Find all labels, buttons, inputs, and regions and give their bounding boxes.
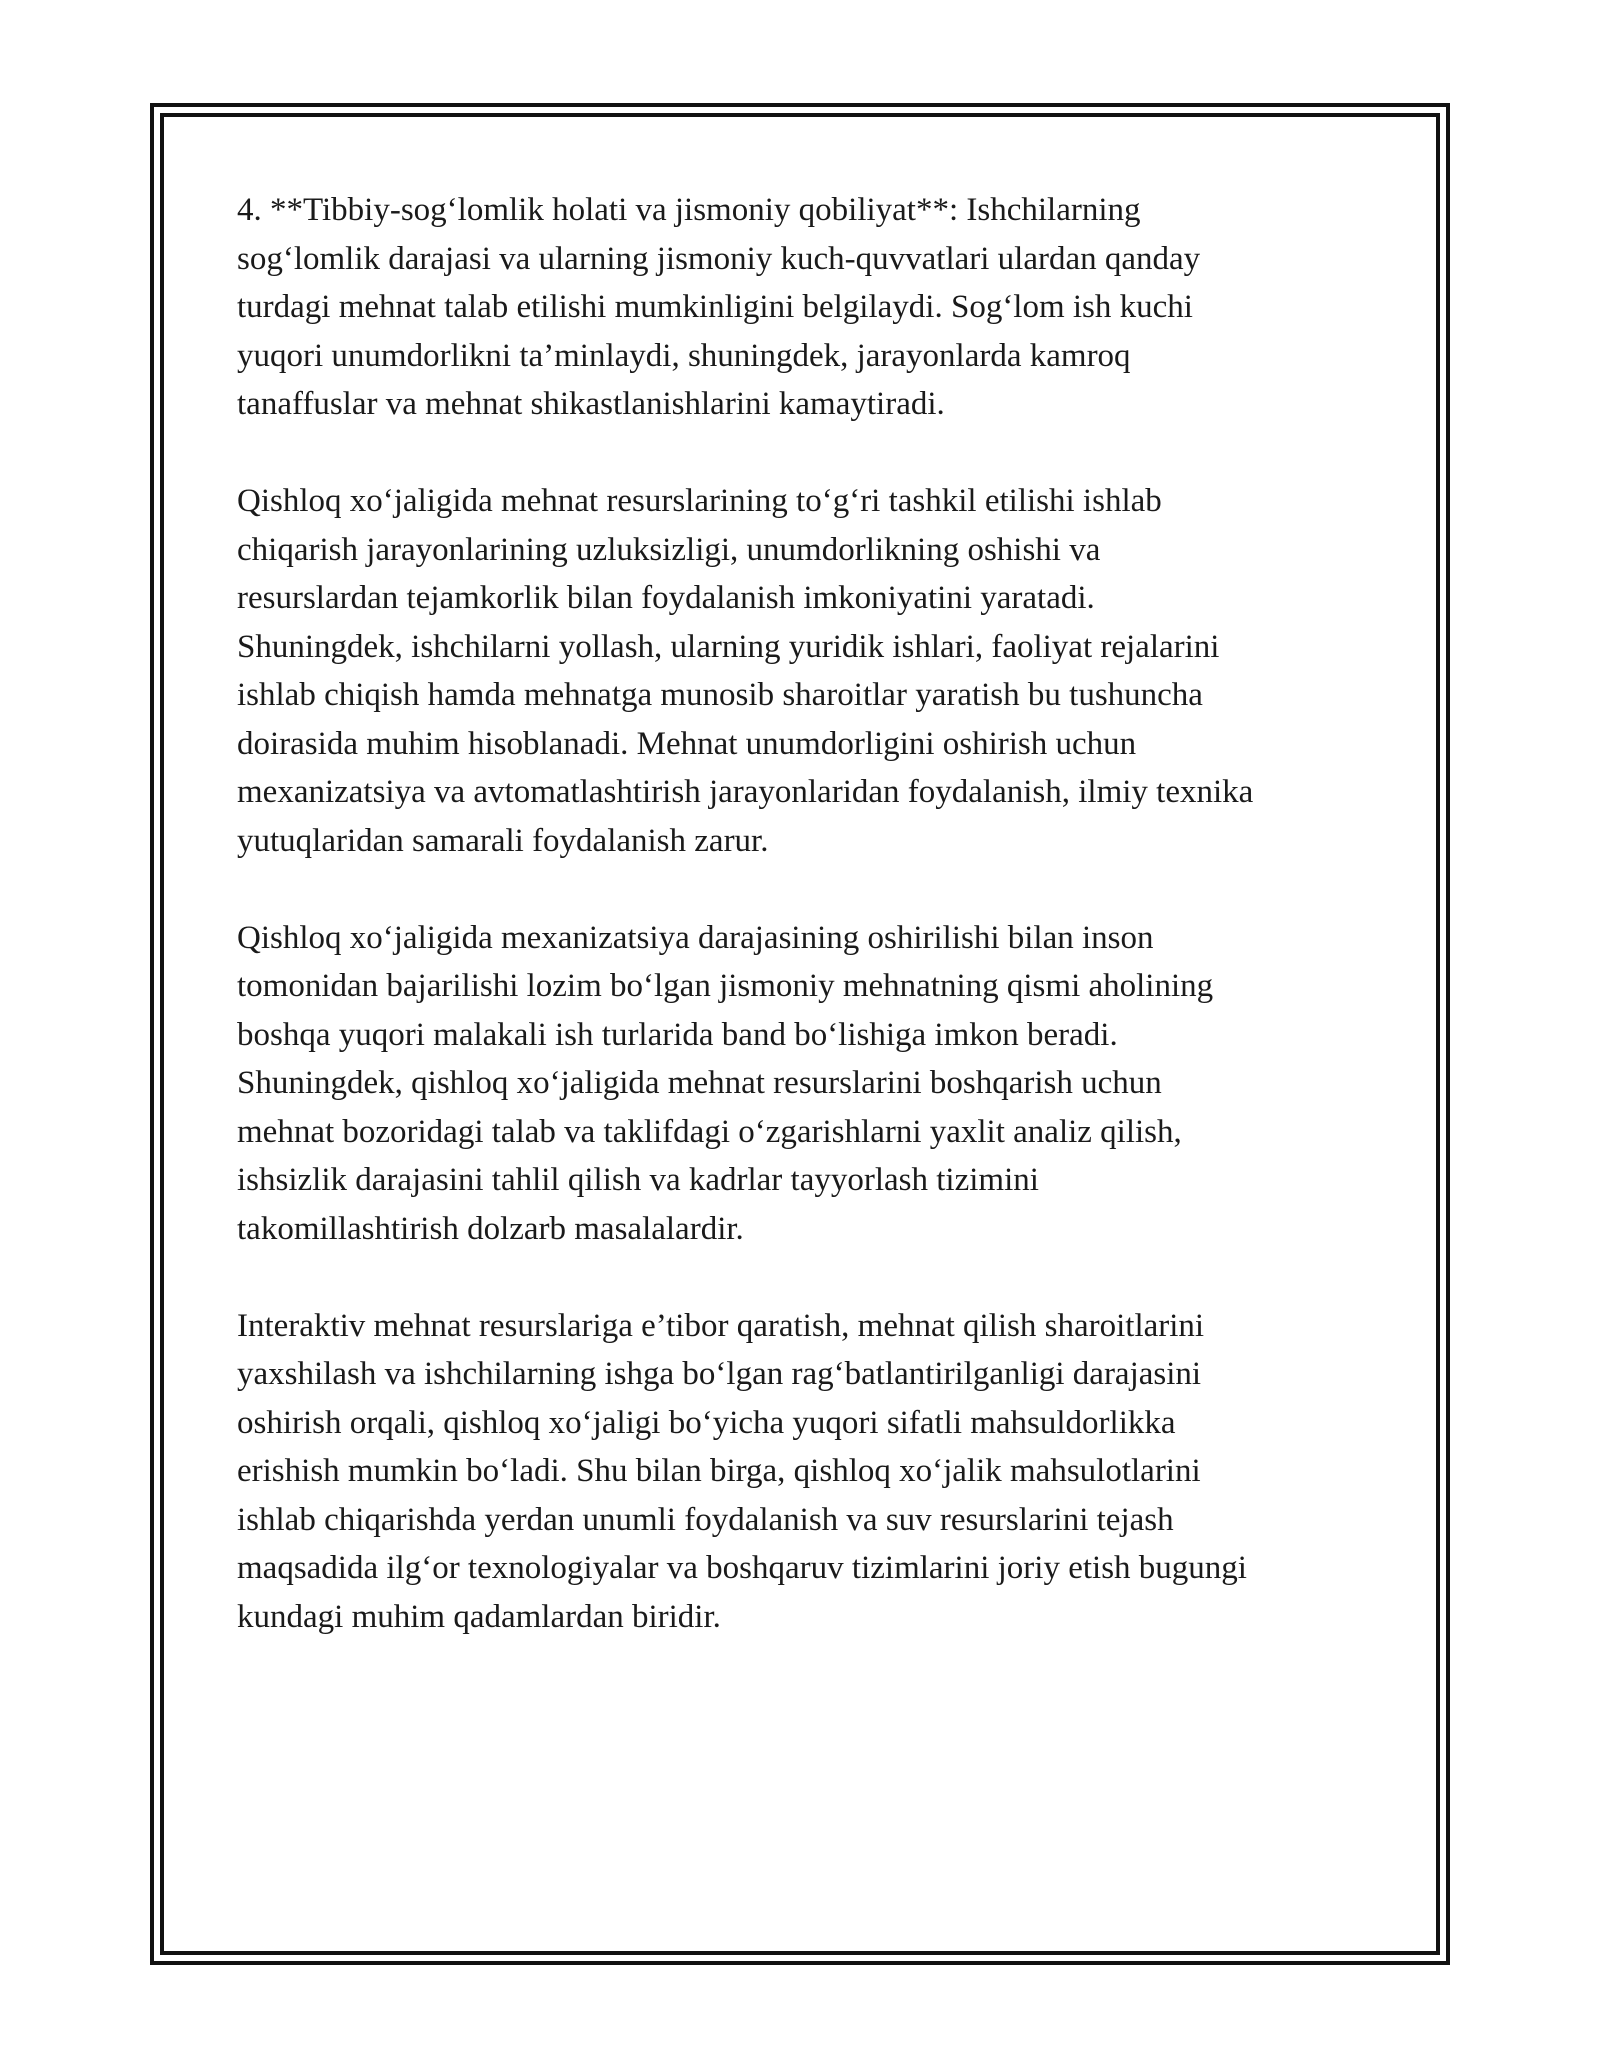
paragraph-mechanization: Qishloq xo‘jaligida mexanizatsiya darajasining oshirilishi bilan inson tomonidan bajarilishi lozim bo‘lgan jismoniy mehnatning qismi aholining boshqa yuqori malakali ish turlarida band bo‘lishiga imkon beradi. Shuningdek, qishloq xo‘jaligida mehnat resurslarini boshqarish uchun mehnat bozoridagi talab va taklifdagi o‘zgarishlarni yaxlit analiz qilish, ishsizlik darajasini tahlil qilish va kadrlar tayyorlash tizimini takomillashtirish dolzarb masalalardir. (237, 919, 1214, 1247)
paragraph-labor-organization: Qishloq xo‘jaligida mehnat resurslarining to‘g‘ri tashkil etilishi ishlab chiqarish jarayonlarining uzluksizligi, unumdorlikning oshishi va resurslardan tejamkorlik bilan foydalanish imkoniyatini yaratadi. Shuningdek, ishchilarni yollash, ularning yuridik ishlari, faoliyat rejalarini ishlab chiqish hamda mehnatga munosib sharoitlar yaratish bu tushuncha doirasida muhim hisoblanadi. Mehnat unumdorligini oshirish uchun mexanizatsiya va avtomatlashtirish jarayonlaridan foydalanish, ilmiy texnika yutuqlaridan samarali foydalanish zarur. (237, 483, 1254, 859)
paragraph-health-fitness: 4. **Tibbiy-sog‘lomlik holati va jismoniy qobiliyat**: Ishchilarning sog‘lomlik darajasi va ularning jismoniy kuch-quvvatlari ulardan qanday turdagi mehnat talab etilishi mumkinligini belgilaydi. Sog‘lom ish kuchi yuqori unumdorlikni ta’minlaydi, shuningdek, jarayonlarda kamroq tanaffuslar va mehnat shikastlanishlarini kamaytiradi. (237, 192, 1201, 422)
document-body (237, 186, 1372, 1690)
paragraph-interactive-resources: Interaktiv mehnat resurslariga e’tibor qaratish, mehnat qilish sharoitlarini yaxshilash va ishchilarning ishga bo‘lgan rag‘batlantirilganligi darajasini oshirish orqali, qishloq xo‘jaligi bo‘yicha yuqori sifatli mahsuldorlikka erishish mumkin bo‘ladi. Shu bilan birga, qishloq xo‘jalik mahsulotlarini ishlab chiqarishda yerdan unumli foydalanish va suv resurslarini tejash maqsadida ilg‘or texnologiyalar va boshqaruv tizimlarini joriy etish bugungi kundagi muhim qadamlardan biridir. (237, 1307, 1247, 1635)
